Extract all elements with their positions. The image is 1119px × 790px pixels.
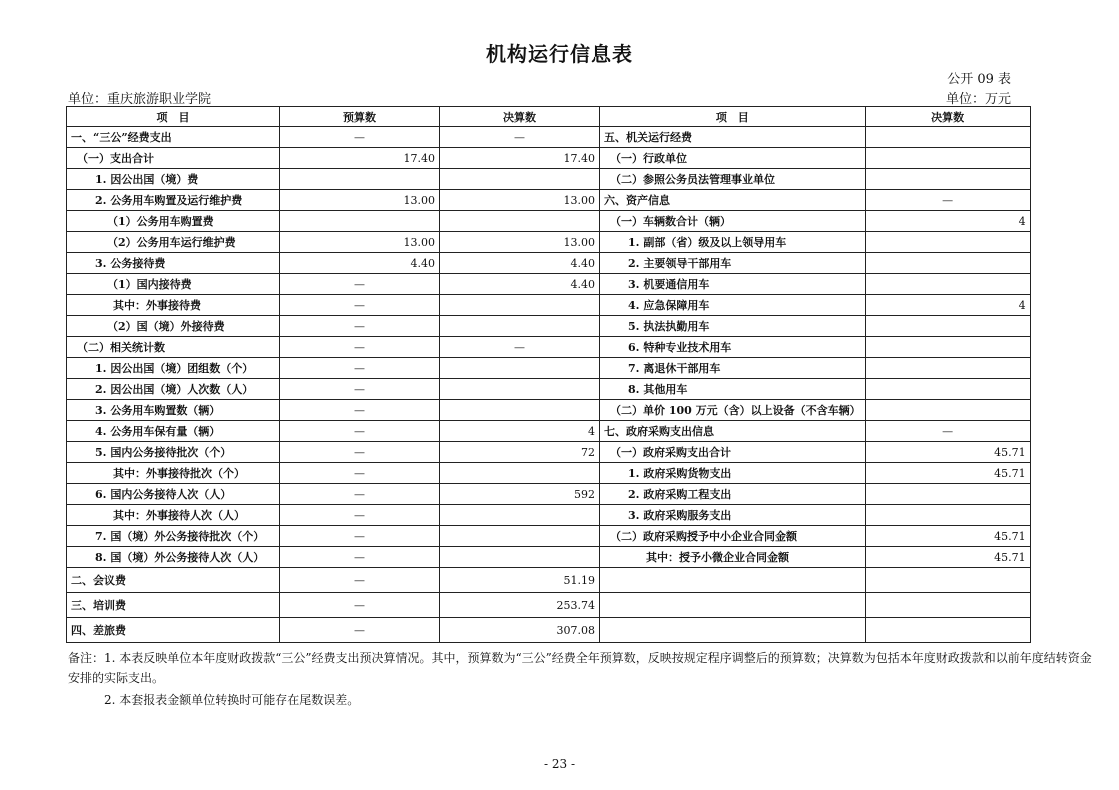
row-label-right: 3. 政府采购服务支出 — [600, 505, 866, 526]
budget-cell: — — [280, 379, 440, 400]
header-item: 项 目 — [67, 107, 280, 127]
row-label-right: （二）单价 100 万元（含）以上设备（不含车辆） — [600, 400, 866, 421]
budget-cell: — — [280, 316, 440, 337]
row-label-right: 六、资产信息 — [600, 190, 866, 211]
page-number: - 23 - — [543, 757, 575, 771]
final-cell — [440, 463, 600, 484]
final-cell — [440, 400, 600, 421]
row-label: （2）公务用车运行维护费 — [67, 232, 280, 253]
final-cell-right — [865, 232, 1030, 253]
budget-cell: — — [280, 421, 440, 442]
table-row — [67, 337, 1031, 358]
final-cell — [440, 379, 600, 400]
budget-cell: — — [280, 274, 440, 295]
row-label-right — [600, 618, 866, 643]
row-label: 4. 公务用车保有量（辆） — [67, 421, 280, 442]
header-item-2: 项 目 — [600, 107, 866, 127]
final-cell-right — [865, 618, 1030, 643]
final-cell-right — [865, 505, 1030, 526]
table-row — [67, 593, 1031, 618]
row-label-right: 7. 离退休干部用车 — [600, 358, 866, 379]
table-row — [67, 253, 1031, 274]
table-row — [67, 316, 1031, 337]
table-row — [67, 211, 1031, 232]
budget-cell: — — [280, 484, 440, 505]
final-cell-right — [865, 337, 1030, 358]
budget-cell: — — [280, 295, 440, 316]
page-title: 机构运行信息表 — [486, 42, 633, 66]
row-label: 5. 国内公务接待批次（个） — [67, 442, 280, 463]
budget-cell: — — [280, 358, 440, 379]
row-label: 二、会议费 — [67, 568, 280, 593]
final-cell-right — [865, 127, 1030, 148]
final-cell-right — [865, 484, 1030, 505]
form-code: 公开 09 表 — [947, 72, 1011, 87]
final-cell-right: 45.71 — [865, 547, 1030, 568]
row-label: 一、“三公”经费支出 — [67, 127, 280, 148]
table-row — [67, 547, 1031, 568]
row-label-right: 1. 副部（省）级及以上领导用车 — [600, 232, 866, 253]
budget-cell: — — [280, 593, 440, 618]
row-label: 其中：外事接待人次（人） — [67, 505, 280, 526]
row-label: （1）公务用车购置费 — [67, 211, 280, 232]
row-label: （二）相关统计数 — [67, 337, 280, 358]
final-cell-right: — — [865, 190, 1030, 211]
row-label-right: 其中：授予小微企业合同金额 — [600, 547, 866, 568]
final-cell-right — [865, 379, 1030, 400]
budget-cell: 13.00 — [280, 232, 440, 253]
budget-cell: — — [280, 547, 440, 568]
row-label-right: 2. 政府采购工程支出 — [600, 484, 866, 505]
table-row — [67, 169, 1031, 190]
header-final: 决算数 — [440, 107, 600, 127]
row-label-right: （一）行政单位 — [600, 148, 866, 169]
final-cell: — — [440, 127, 600, 148]
row-label: （一）支出合计 — [67, 148, 280, 169]
table-header-row — [67, 107, 1031, 127]
table-row — [67, 232, 1031, 253]
table-row — [67, 148, 1031, 169]
row-label: 四、差旅费 — [67, 618, 280, 643]
final-cell — [440, 211, 600, 232]
row-label-right: 4. 应急保障用车 — [600, 295, 866, 316]
header-final-2: 决算数 — [865, 107, 1030, 127]
final-cell-right — [865, 358, 1030, 379]
final-cell — [440, 547, 600, 568]
table-row — [67, 190, 1031, 211]
table-row — [67, 358, 1031, 379]
row-label: 1. 因公出国（境）团组数（个） — [67, 358, 280, 379]
budget-cell: 17.40 — [280, 148, 440, 169]
row-label: 2. 因公出国（境）人次数（人） — [67, 379, 280, 400]
final-cell-right: 45.71 — [865, 526, 1030, 547]
final-cell-right — [865, 253, 1030, 274]
final-cell-right — [865, 169, 1030, 190]
table-row — [67, 295, 1031, 316]
final-cell: 17.40 — [440, 148, 600, 169]
row-label-right: 2. 主要领导干部用车 — [600, 253, 866, 274]
budget-cell: — — [280, 618, 440, 643]
row-label: 2. 公务用车购置及运行维护费 — [67, 190, 280, 211]
final-cell-right: 45.71 — [865, 463, 1030, 484]
row-label-right: 七、政府采购支出信息 — [600, 421, 866, 442]
final-cell: 51.19 — [440, 568, 600, 593]
final-cell: — — [440, 337, 600, 358]
budget-cell — [280, 169, 440, 190]
row-label: 1. 因公出国（境）费 — [67, 169, 280, 190]
final-cell: 253.74 — [440, 593, 600, 618]
final-cell: 4.40 — [440, 274, 600, 295]
final-cell: 72 — [440, 442, 600, 463]
final-cell — [440, 316, 600, 337]
table-row — [67, 484, 1031, 505]
final-cell: 307.08 — [440, 618, 600, 643]
note-1: 备注：1. 本表反映单位本年度财政拨款“三公”经费支出预决算情况。其中，预算数为“三公”经费全年预算数，反映按规定程序调整后的预算数；决算数为包括本年度财政拨款和以前年度结转资金安排的实际支出。 — [68, 651, 1092, 685]
final-cell-right: 45.71 — [865, 442, 1030, 463]
row-label: 三、培训费 — [67, 593, 280, 618]
row-label-right: （一）政府采购支出合计 — [600, 442, 866, 463]
budget-cell: — — [280, 442, 440, 463]
final-cell — [440, 295, 600, 316]
table-row — [67, 568, 1031, 593]
unit-org: 单位：重庆旅游职业学院 — [68, 92, 212, 107]
table-row — [67, 127, 1031, 148]
table-row — [67, 526, 1031, 547]
table-row — [67, 421, 1031, 442]
final-cell-right — [865, 568, 1030, 593]
table-row — [67, 463, 1031, 484]
table-row — [67, 379, 1031, 400]
table-row — [67, 442, 1031, 463]
final-cell — [440, 526, 600, 547]
row-label: （2）国（境）外接待费 — [67, 316, 280, 337]
row-label-right: 3. 机要通信用车 — [600, 274, 866, 295]
row-label: （1）国内接待费 — [67, 274, 280, 295]
row-label-right: （二）政府采购授予中小企业合同金额 — [600, 526, 866, 547]
budget-cell: — — [280, 463, 440, 484]
final-cell: 13.00 — [440, 232, 600, 253]
info-table — [66, 106, 1031, 643]
row-label: 6. 国内公务接待人次（人） — [67, 484, 280, 505]
budget-cell: 13.00 — [280, 190, 440, 211]
row-label: 其中：外事接待费 — [67, 295, 280, 316]
row-label-right: 5. 执法执勤用车 — [600, 316, 866, 337]
budget-cell: — — [280, 400, 440, 421]
table-row — [67, 618, 1031, 643]
final-cell: 4.40 — [440, 253, 600, 274]
final-cell-right: 4 — [865, 295, 1030, 316]
budget-cell: 4.40 — [280, 253, 440, 274]
table-row — [67, 274, 1031, 295]
final-cell — [440, 505, 600, 526]
final-cell-right — [865, 593, 1030, 618]
row-label: 8. 国（境）外公务接待人次（人） — [67, 547, 280, 568]
budget-cell: — — [280, 505, 440, 526]
row-label: 其中：外事接待批次（个） — [67, 463, 280, 484]
row-label-right: 五、机关运行经费 — [600, 127, 866, 148]
final-cell — [440, 358, 600, 379]
row-label: 7. 国（境）外公务接待批次（个） — [67, 526, 280, 547]
row-label-right — [600, 568, 866, 593]
row-label: 3. 公务接待费 — [67, 253, 280, 274]
budget-cell: — — [280, 568, 440, 593]
final-cell: 13.00 — [440, 190, 600, 211]
table-row — [67, 400, 1031, 421]
final-cell-right — [865, 148, 1030, 169]
row-label-right — [600, 593, 866, 618]
budget-cell: — — [280, 127, 440, 148]
budget-cell — [280, 211, 440, 232]
row-label-right: 1. 政府采购货物支出 — [600, 463, 866, 484]
final-cell-right — [865, 274, 1030, 295]
final-cell-right: 4 — [865, 211, 1030, 232]
final-cell-right — [865, 400, 1030, 421]
budget-cell: — — [280, 526, 440, 547]
final-cell: 4 — [440, 421, 600, 442]
row-label-right: （一）车辆数合计（辆） — [600, 211, 866, 232]
final-cell — [440, 169, 600, 190]
row-label-right: （二）参照公务员法管理事业单位 — [600, 169, 866, 190]
row-label: 3. 公务用车购置数（辆） — [67, 400, 280, 421]
final-cell: 592 — [440, 484, 600, 505]
budget-cell: — — [280, 337, 440, 358]
header-budget: 预算数 — [280, 107, 440, 127]
final-cell-right — [865, 316, 1030, 337]
row-label-right: 6. 特种专业技术用车 — [600, 337, 866, 358]
row-label-right: 8. 其他用车 — [600, 379, 866, 400]
table-row — [67, 505, 1031, 526]
unit-money: 单位：万元 — [945, 92, 1011, 107]
note-2: 2. 本套报表金额单位转换时可能存在尾数误差。 — [104, 693, 360, 707]
final-cell-right: — — [865, 421, 1030, 442]
